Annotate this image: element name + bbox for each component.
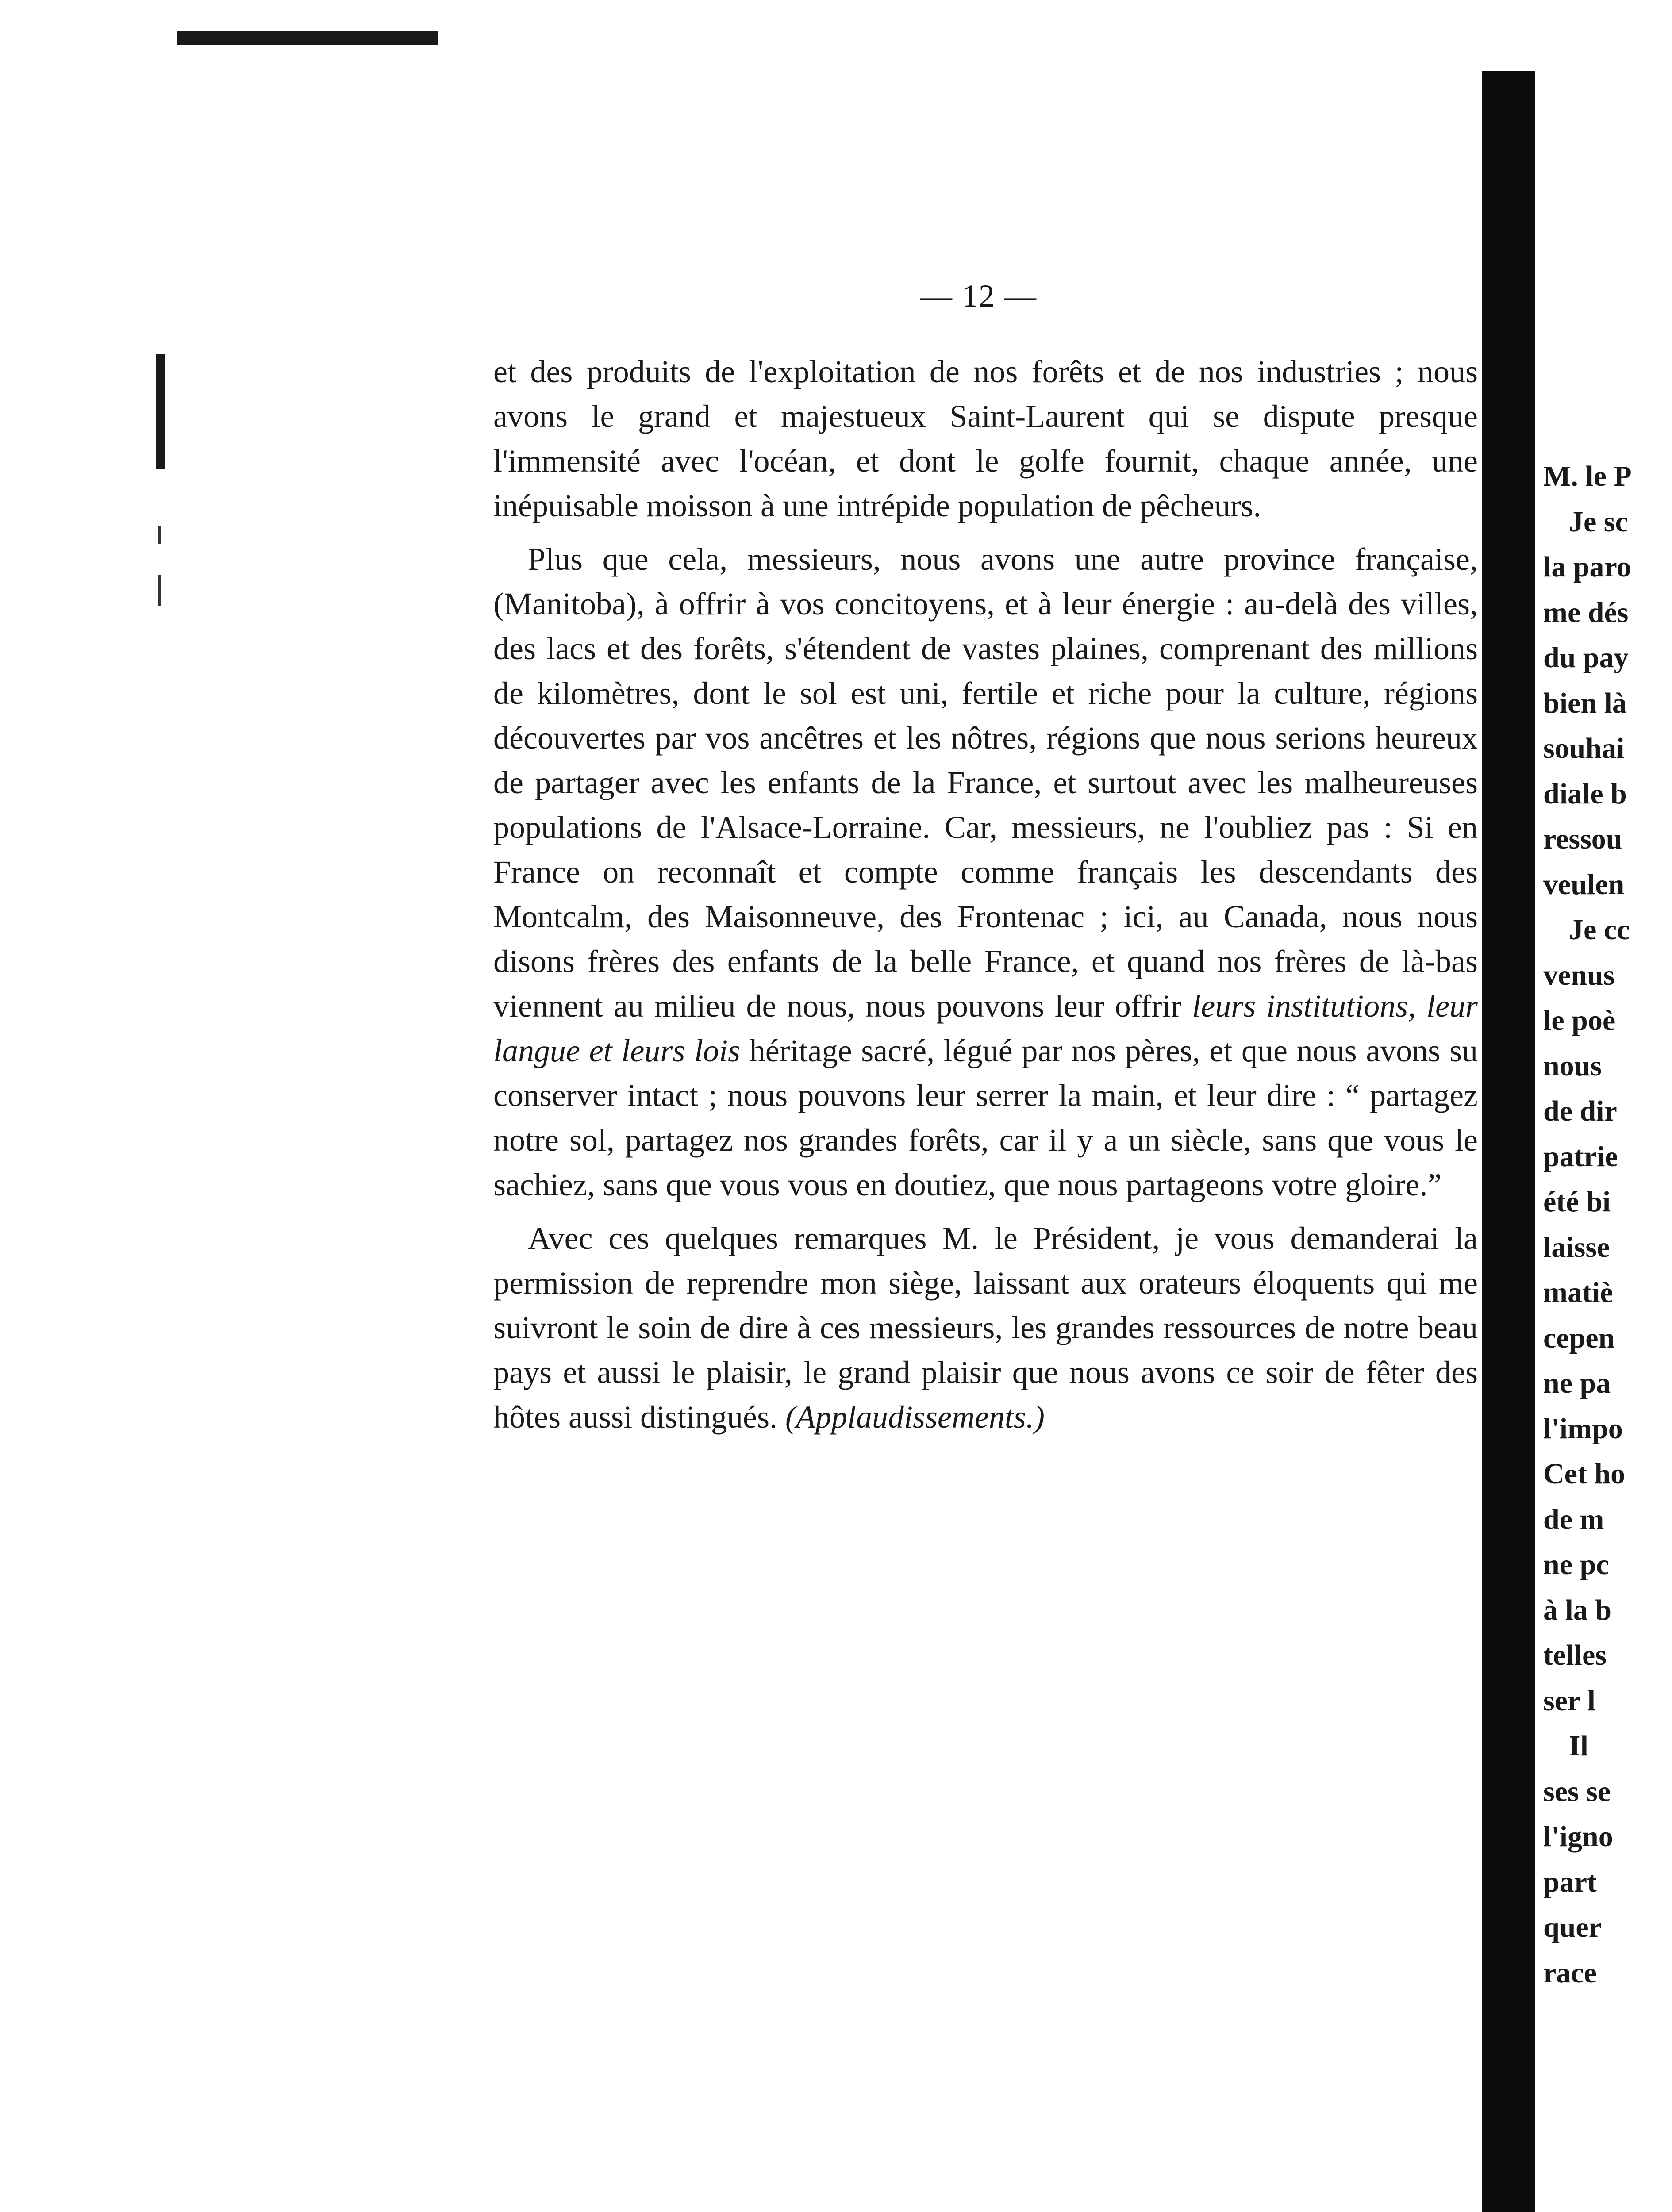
facing-page-line: M. le P [1543,460,1632,492]
paragraph: et des produits de l'exploitation de nos forêts et de nos industries ; nous avons le grand et majestueux Saint-Laurent qui se dispute presque l'immensité avec l'océan, et dont le golfe fournit, chaque année, une inépuisable moisson à une intrépide population de pêcheurs. [493,354,1478,523]
facing-page-line: venus [1543,959,1615,991]
facing-page-line: l'igno [1543,1820,1613,1853]
facing-page-line: quer [1543,1911,1602,1943]
scan-edge-mark [177,31,438,45]
facing-page-line: telles [1543,1639,1607,1671]
facing-page-line: à la b [1543,1594,1612,1626]
facing-page-line: diale b [1543,777,1627,810]
facing-page-line: Je sc [1569,505,1628,538]
paragraph-text: Plus que cela, messieurs, nous avons une autre province française, (Manitoba), à offrir à vos concitoyens, et à leur énergie : au-delà des villes, des lacs et des forêts, s'étendent de vastes plaines, comprenant des millions de kilomètres, dont le sol est uni, fertile et riche pour la culture, régions découvertes par vos ancêtres et les nôtres, régions que nous serions heureux de partager avec les enfants de la France, et surtout avec les malheureuses populations de l'Alsace-Lorraine. Car, messieurs, ne l'oubliez pas : Si en France on reconnaît et compte comme français les descendants des Montcalm, des Maisonneuve, des Frontenac ; ici, au Canada, nous nous disons frères des enfants de la belle France, et quand nos frères de là-bas viennent au milieu de nous, nous pouvons leur offrir [493,541,1478,1024]
facing-page-line: ne pa [1543,1367,1611,1399]
facing-page-line: part [1543,1866,1597,1898]
facing-page-line: été bi [1543,1186,1611,1218]
body-text [493,349,1478,1440]
facing-page-line: de dir [1543,1095,1617,1127]
scan-margin-mark [156,354,165,469]
facing-page-line: ses se [1543,1775,1611,1808]
facing-page-line: nous [1543,1049,1602,1082]
facing-page-line: ne pc [1543,1548,1609,1581]
paragraph-text: héritage sacré, légué par nos pères, et que nous avons su conserver intact ; nous pouvons leur serrer la main, et leur dire : “ partagez notre sol, partagez nos grandes forêts, car il y a un siècle, sans que vous le sachiez, sans que vous vous en doutiez, que nous partageons votre gloire.” [493,1033,1478,1202]
facing-page-line: veulen [1543,868,1625,901]
facing-page-line: ser l [1543,1684,1595,1717]
page-number: — 12 — [920,278,1037,314]
facing-page-line: race [1543,1956,1597,1989]
scan-margin-mark [158,526,161,544]
facing-page-line: la paro [1543,551,1631,583]
applause-note: (Applaudissements.) [785,1399,1045,1435]
paragraph [493,537,1478,1207]
facing-page-line: patrie [1543,1140,1618,1173]
facing-page-line: du pay [1543,641,1629,674]
facing-page-line: souhai [1543,732,1625,764]
facing-page-text [1543,454,1672,1996]
facing-page-line: matiè [1543,1276,1613,1309]
paragraph [493,1216,1478,1440]
facing-page-line: de m [1543,1503,1604,1536]
facing-page-line: Il [1569,1730,1589,1762]
facing-page-line: bien là [1543,687,1627,719]
facing-page-line: laisse [1543,1231,1610,1263]
facing-page-line: ressou [1543,823,1622,855]
italic-phrase: leurs institutions, leur langue et leurs lois [493,988,1478,1068]
paragraph-text: Avec ces quelques remarques M. le Président, je vous demanderai la permission de reprendre mon siège, laissant aux orateurs éloquents qui me suivront le soin de dire à ces messieurs, les grandes ressources de notre beau pays et aussi le plaisir, le grand plaisir que nous avons ce soir de fêter des hôtes aussi distingués. [493,1221,1478,1435]
facing-page-line: Cet ho [1543,1458,1626,1490]
facing-page-line: cepen [1543,1321,1615,1354]
facing-page-line: Je cc [1569,914,1630,946]
scan-margin-mark [158,575,161,606]
facing-page-line: le poè [1543,1004,1616,1037]
facing-page-line: me dés [1543,596,1629,629]
facing-page-line: l'impo [1543,1412,1623,1445]
book-spine-shadow [1482,71,1535,2212]
